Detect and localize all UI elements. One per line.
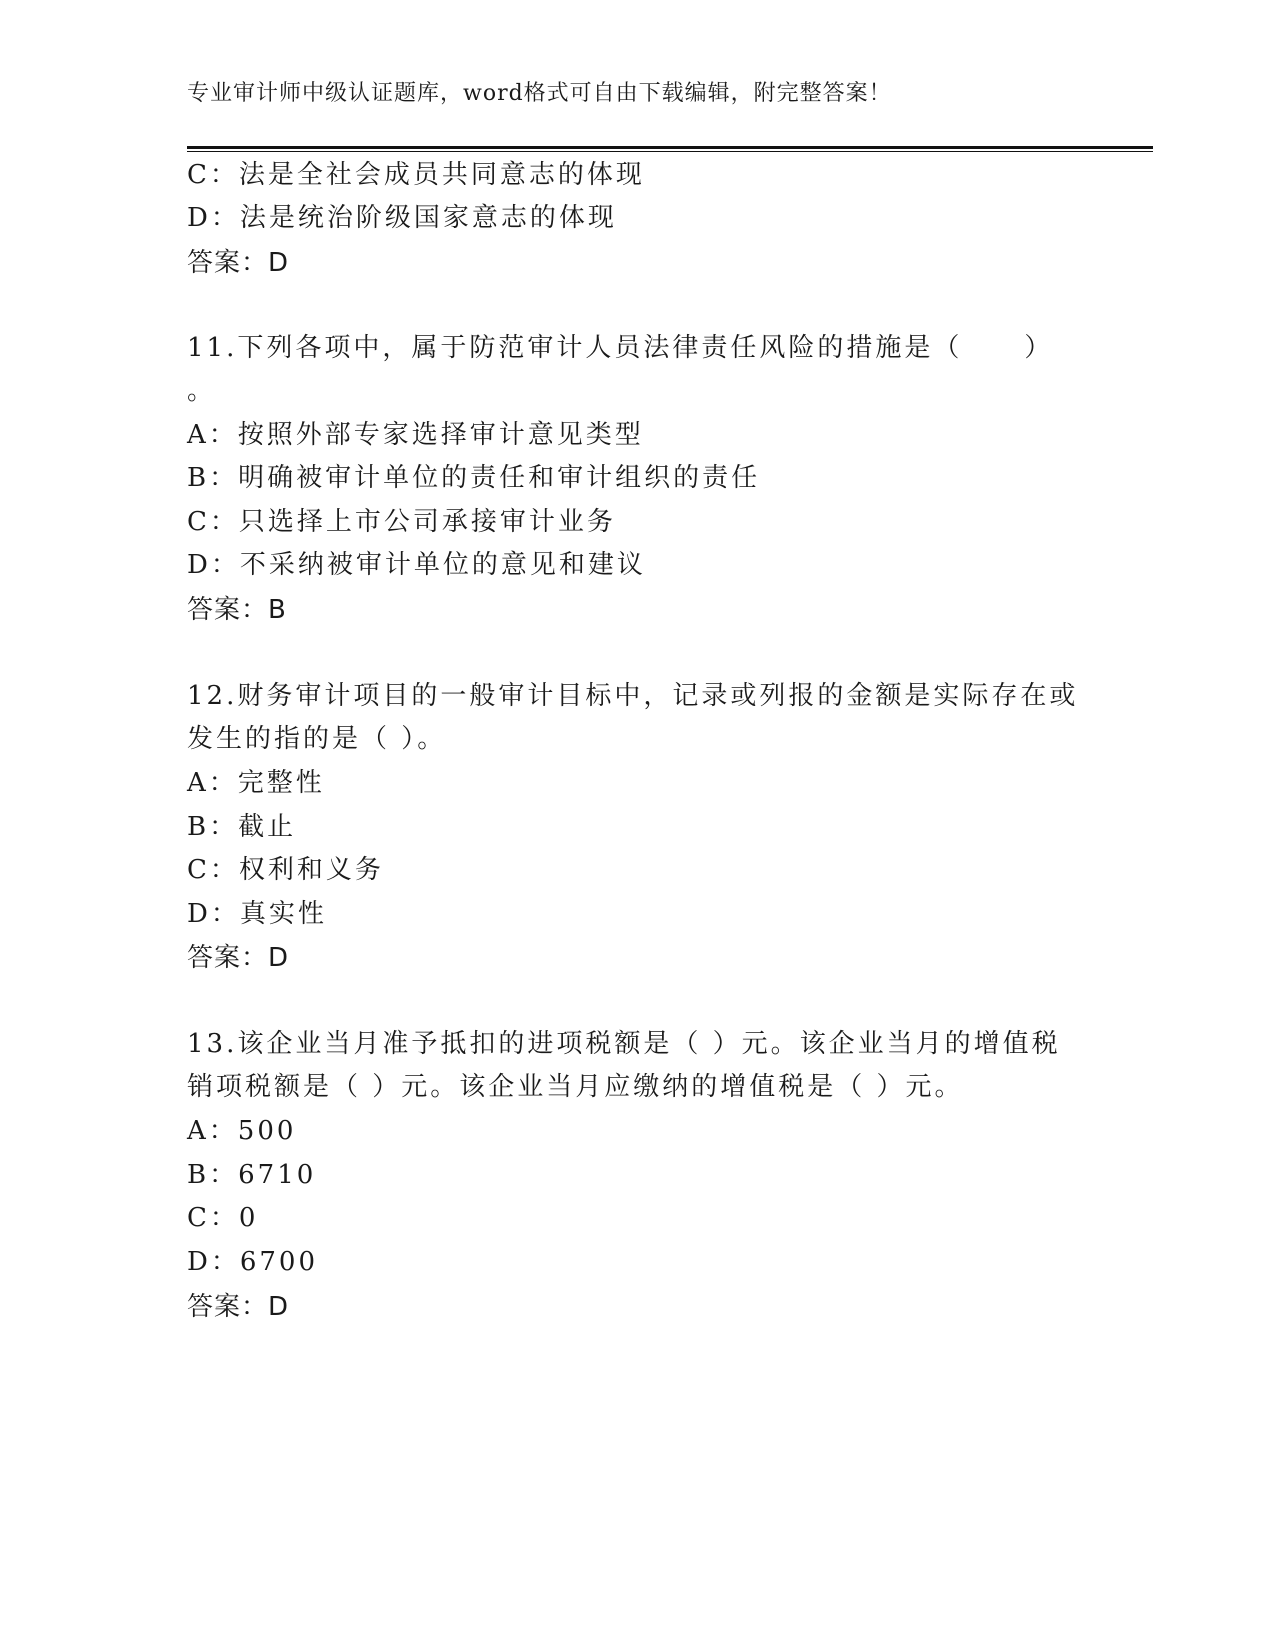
header-text: 专业审计师中级认证题库，word格式可自由下载编辑，附完整答案！: [187, 81, 892, 106]
header-rule-thick: [187, 146, 1153, 149]
prev-option-c: C：法是全社会成员共同意志的体现: [187, 160, 645, 190]
q13-option-b: B：6710: [187, 1160, 317, 1190]
q12-stem-line2: 发生的指的是（ ）。: [187, 724, 447, 754]
q11-stem-line2: 。: [187, 376, 217, 406]
q13-option-a: A：500: [187, 1116, 297, 1146]
q12-option-a: A：完整性: [187, 768, 325, 798]
q11-stem-line1: [187, 331, 1053, 365]
q13-option-d: D：6700: [187, 1247, 319, 1277]
q13-stem-line2: 销项税额是（ ）元。该企业当月应缴纳的增值税是（ ）元。: [187, 1072, 964, 1102]
prev-answer: 答案：D: [187, 248, 290, 278]
q11-answer: 答案：B: [187, 595, 287, 625]
prev-option-d: D：法是统治阶级国家意志的体现: [187, 203, 617, 233]
q11-option-d: D：不采纳被审计单位的意见和建议: [187, 550, 646, 580]
q11-option-c: C：只选择上市公司承接审计业务: [187, 507, 616, 537]
q11-option-a: A：按照外部专家选择审计意见类型: [187, 420, 644, 450]
q11-stem-text: 11.下列各项中，属于防范审计人员法律责任风险的措施是（: [187, 333, 963, 363]
q12-answer: 答案：D: [187, 943, 290, 973]
q12-option-c: C：权利和义务: [187, 855, 384, 885]
q12-option-d: D：真实性: [187, 899, 327, 929]
q11-option-b: B：明确被审计单位的责任和审计组织的责任: [187, 463, 761, 493]
q13-answer: 答案：D: [187, 1292, 290, 1322]
q11-stem-close: ）: [1024, 333, 1054, 363]
q13-option-c: C：0: [187, 1203, 259, 1233]
q12-stem-line1: 12.财务审计项目的一般审计目标中，记录或列报的金额是实际存在或: [187, 681, 1079, 711]
q13-stem-line1: 13.该企业当月准予抵扣的进项税额是（ ）元。该企业当月的增值税: [187, 1029, 1061, 1059]
header-rule-thin: [187, 151, 1153, 152]
q12-option-b: B：截止: [187, 812, 297, 842]
